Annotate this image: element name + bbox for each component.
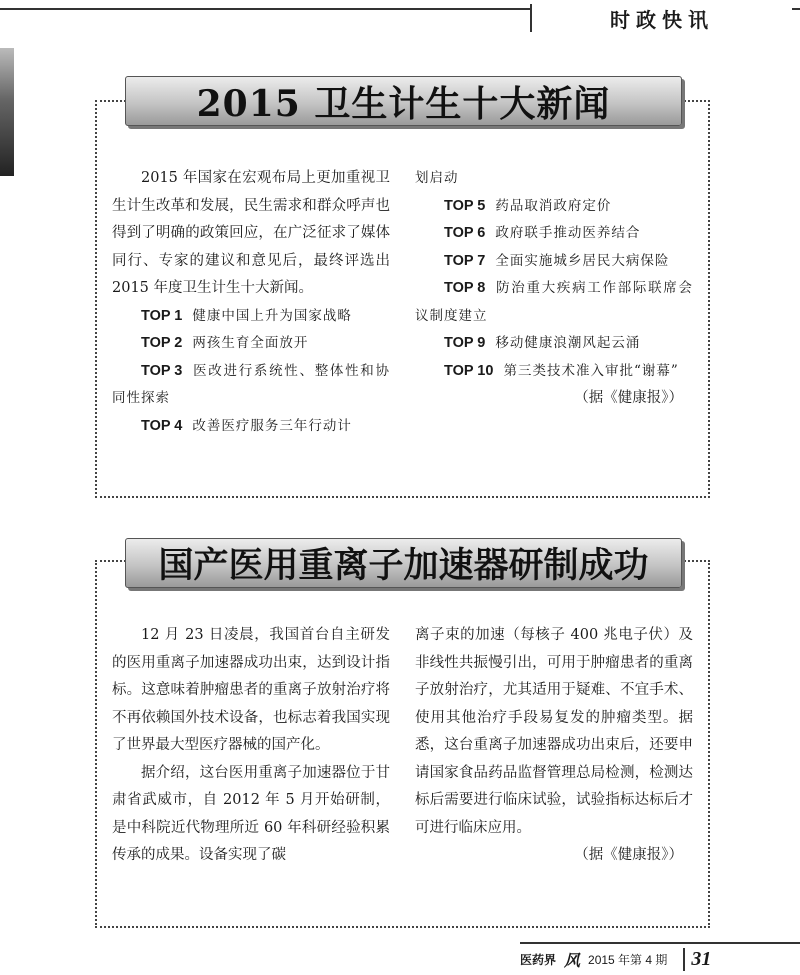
article2-column-left bbox=[112, 622, 390, 870]
page-footer bbox=[520, 942, 800, 974]
magazine-name: 医药界 bbox=[520, 952, 557, 967]
article1-intro: 2015 年国家在宏观布局上更加重视卫生计生改革和发展，民生需求和群众呼声也得到了明确的政策回应，在广泛征求了媒体同行、专家的建议和意见后，最终评选出 2015 年度卫生计生十大新闻。 bbox=[112, 170, 390, 296]
article2-paragraph: 12 月 23 日凌晨，我国首台自主研发的医用重离子加速器成功出束，达到设计指标。这意味着肿瘤患者的重离子放射治疗将不再依赖国外技术设备，也标志着我国实现了世界最大型医疗器械的国产化。 bbox=[112, 627, 390, 753]
article1-title: 2015 卫生计生十大新闻 bbox=[125, 76, 682, 126]
top-item: TOP 8 防治重大疾病工作部际联席会议制度建立 bbox=[415, 280, 693, 324]
page-number: 31 bbox=[683, 948, 711, 971]
top-item-continuation: 划启动 bbox=[415, 170, 459, 186]
top-item: TOP 1 健康中国上升为国家战略 bbox=[141, 307, 352, 324]
article1-source: （据《健康报》） bbox=[574, 390, 683, 406]
section-label: 时政快讯 bbox=[530, 4, 792, 32]
article2-source: （据《健康报》） bbox=[574, 847, 683, 863]
article1-column-right bbox=[415, 165, 693, 413]
issue-label: 2015 年第 4 期 bbox=[588, 952, 668, 967]
top-item: TOP 2 两孩生育全面放开 bbox=[141, 335, 309, 351]
article2-paragraph: 离子束的加速（每核子 400 兆电子伏）及非线性共振慢引出，可用于肿瘤患者的重离子放射治疗，尤其适用于疑难、不宜手术、使用其他治疗手段易复发的肿瘤类型。据悉，这台重离子加速器成功出束后，还要申请国家食品药品监督管理总局检测，检测达标后需要进行临床试验，试验指标达标后才可进行临床应用。 bbox=[415, 627, 693, 836]
top-item: TOP 4 改善医疗服务三年行动计 bbox=[141, 417, 352, 434]
top-item: TOP 3 医改进行系统性、整体性和协同性探索 bbox=[112, 362, 390, 406]
top-item: TOP 5 药品取消政府定价 bbox=[444, 197, 612, 214]
article1-column-left bbox=[112, 165, 390, 440]
magazine-logo: 风 bbox=[564, 950, 581, 970]
article2-title: 国产医用重离子加速器研制成功 bbox=[125, 538, 682, 588]
edge-photo bbox=[0, 48, 14, 176]
article2-column-right bbox=[415, 622, 693, 870]
top-item: TOP 6 政府联手推动医养结合 bbox=[444, 225, 641, 241]
top-item: TOP 9 移动健康浪潮风起云涌 bbox=[444, 335, 641, 351]
top-item: TOP 10 第三类技术准入审批“谢幕” bbox=[444, 362, 679, 379]
top-item: TOP 7 全面实施城乡居民大病保险 bbox=[444, 252, 670, 269]
article2-paragraph: 据介绍，这台医用重离子加速器位于甘肃省武威市，自 2012 年 5 月开始研制，是中科院近代物理所近 60 年科研经验积累传承的成果。设备实现了碳 bbox=[112, 764, 390, 863]
